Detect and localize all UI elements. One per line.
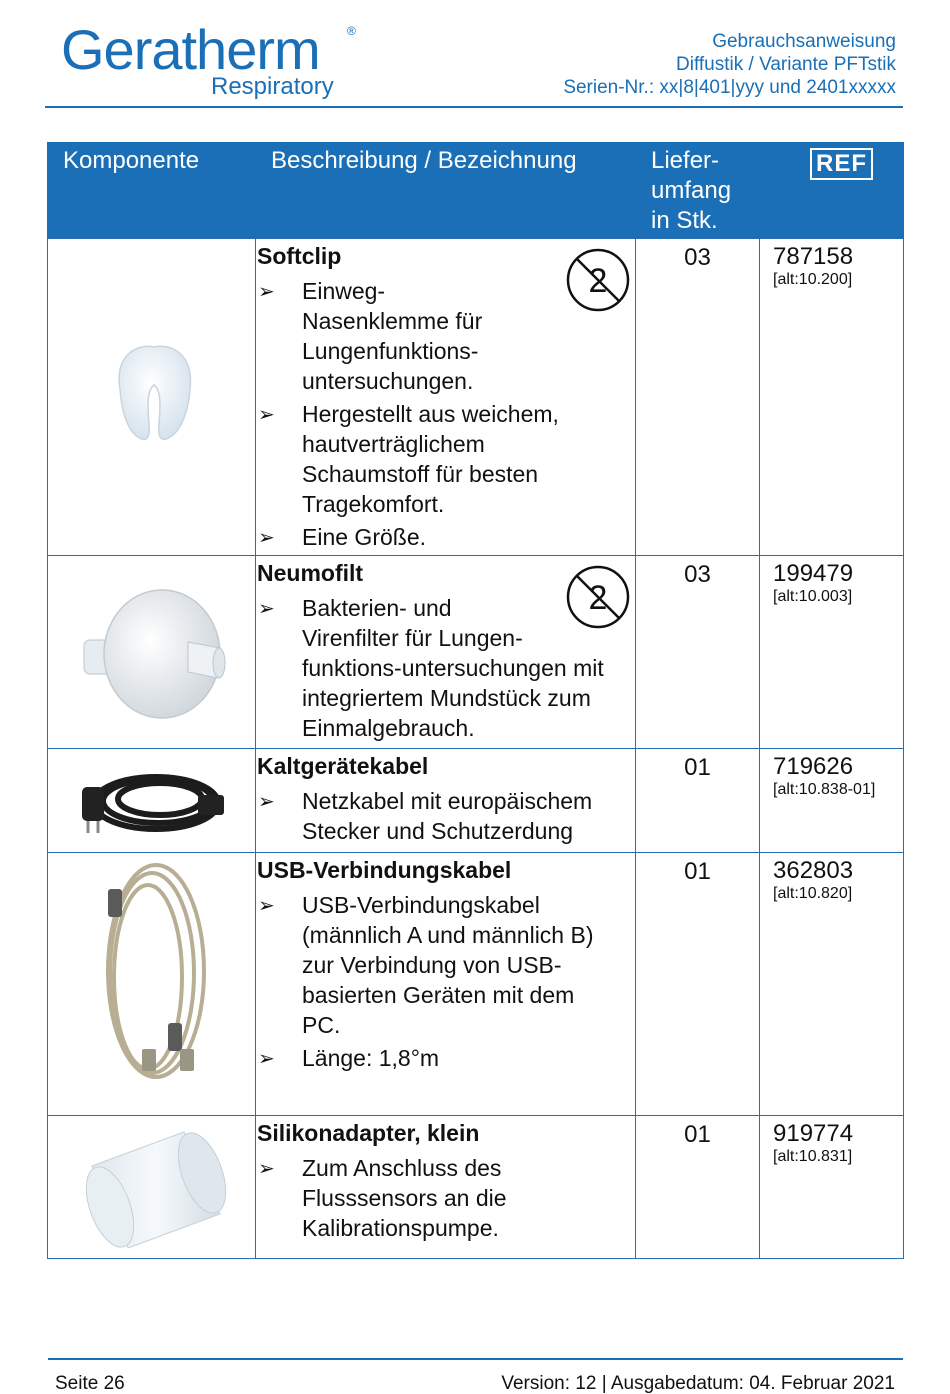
table-row [48,556,904,749]
doc-product: Diffustik / Variante PFTstik [676,54,896,75]
logo-subtitle: Respiratory [211,73,334,100]
ref-number: 199479 [773,560,854,587]
header-ref [760,142,904,239]
component-name: Neumofilt [257,560,364,586]
ref-alt: [alt:10.831] [773,1148,853,1165]
quantity-cell: 01 [636,749,760,853]
bullet-list [257,786,625,846]
ref-alt: [alt:10.200] [773,271,853,288]
component-name: Kaltgerätekabel [257,753,429,779]
bullet-list [257,276,625,552]
ref-alt: [alt:10.820] [773,885,853,902]
quantity-cell: 03 [636,239,760,556]
quantity-cell: 03 [636,556,760,749]
table-row [48,1116,904,1259]
ref-alt: [alt:10.003] [773,588,853,605]
power-cable-image [48,749,254,847]
header-quantity-line2: umfang [651,177,732,204]
ref-alt: [alt:10.838-01] [773,781,876,798]
version-info: Version: 12 | Ausgabedatum: 04. Februar 2021 [501,1373,895,1394]
list-item: ➢ Eine Größe. [257,522,625,552]
component-name: Softclip [257,243,342,269]
list-item: ➢ Netzkabel mit europäischem Stecker und Schutzerdung [257,786,625,846]
component-image-cell [48,239,256,556]
ref-cell [760,749,904,853]
list-item: ➢ Hergestellt aus weichem, hautverträglichem Schaumstoff für besten Tragekomfort. [257,399,625,519]
quantity-cell: 01 [636,853,760,1116]
page-header [45,18,903,108]
ref-symbol: REF [810,148,873,180]
ref-cell [760,853,904,1116]
doc-type: Gebrauchsanweisung [712,31,896,52]
component-image-cell [48,1116,256,1259]
ref-cell [760,556,904,749]
component-name: Silikonadapter, klein [257,1120,480,1146]
ref-cell [760,1116,904,1259]
ref-cell [760,239,904,556]
list-item: ➢ USB-Verbindungskabel (männlich A und männlich B) zur Verbindung von USB- basierten Geräten mit dem PC. [257,890,625,1040]
list-item: ➢ Einweg- Nasenklemme für Lungenfunktions- untersuchungen. [257,276,625,396]
header-quantity-line3: in Stk. [651,207,718,234]
header-component: Komponente [48,142,256,239]
logo-registered-mark: ® [347,24,356,38]
nose-clip-image [48,239,254,550]
header-quantity [636,142,760,239]
ref-number: 719626 [773,753,854,780]
document-info [563,30,896,99]
ref-number: 919774 [773,1120,854,1147]
bullet-list [257,890,625,1073]
component-description-cell [256,239,636,556]
table-row [48,853,904,1116]
component-image-cell [48,853,256,1116]
svg-text:2: 2 [588,262,608,300]
list-item: ➢ Zum Anschluss des Flusssensors an die Kalibrationspumpe. [257,1153,625,1243]
header-description: Beschreibung / Bezeichnung [256,142,636,239]
table-header-row [48,142,904,239]
doc-serial: Serien-Nr.: xx|8|401|yyy und 2401xxxxx [563,77,896,98]
filter-image [48,556,254,743]
bullet-list [257,1153,625,1243]
components-table [47,142,904,1259]
list-item: ➢ Länge: 1,8°m [257,1043,625,1073]
component-description-cell [256,556,636,749]
component-image-cell [48,556,256,749]
do-not-reuse-icon [565,247,631,313]
component-description-cell [256,749,636,853]
table-row [48,749,904,853]
ref-number: 362803 [773,857,854,884]
do-not-reuse-icon [565,564,631,630]
usb-cable-image [48,853,254,1110]
component-description-cell [256,1116,636,1259]
logo-wordmark: Geratherm [61,18,320,81]
component-image-cell [48,749,256,853]
ref-number: 787158 [773,243,854,270]
quantity-cell: 01 [636,1116,760,1259]
header-quantity-line1: Liefer- [651,147,720,174]
table-row [48,239,904,556]
page-footer [48,1358,903,1394]
list-item: ➢ Bakterien- und Virenfilter für Lungen- funktions-untersuchungen mit integriertem Mundstück zum Einmalgebrauch. [257,593,625,743]
component-description-cell [256,853,636,1116]
page-number: Seite 26 [55,1373,125,1394]
component-name: USB-Verbindungskabel [257,857,512,883]
svg-text:2: 2 [588,579,608,617]
silicone-adapter-image [48,1116,254,1253]
